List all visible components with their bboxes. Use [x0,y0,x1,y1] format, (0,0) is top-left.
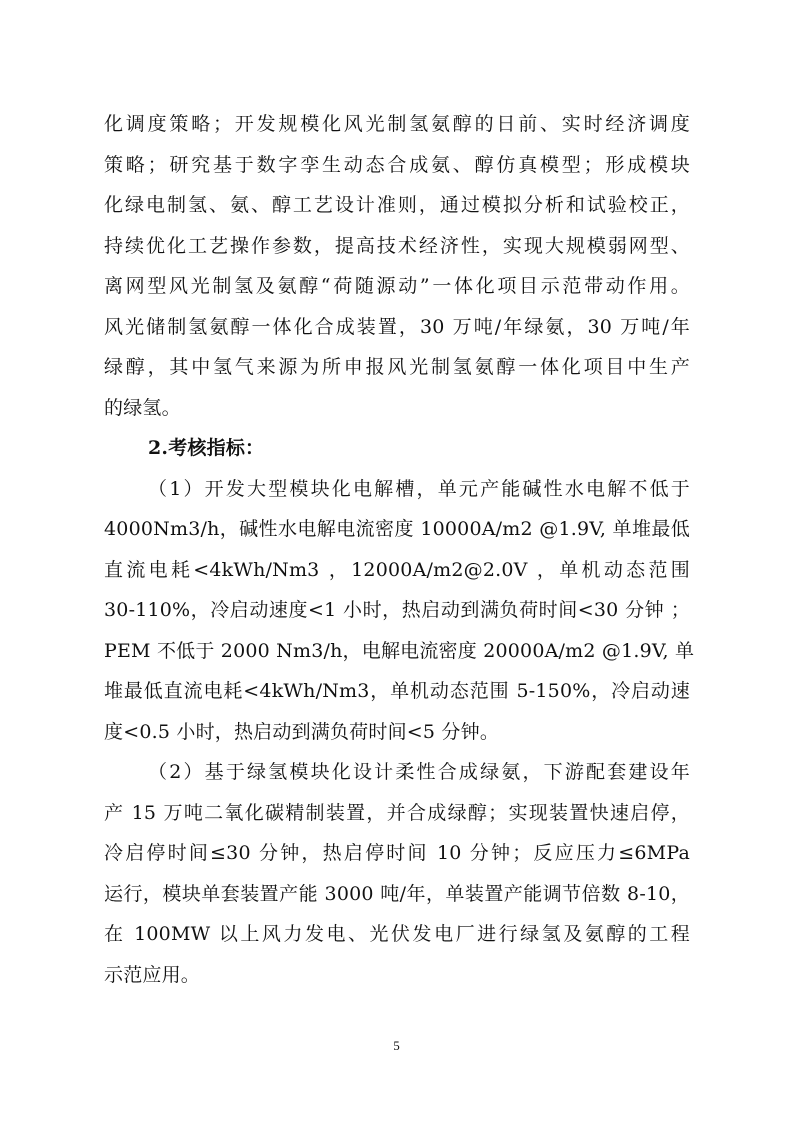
section-heading: 2.考核指标： [148,437,265,459]
paragraph-strategy [104,104,690,428]
text-line: 冷启停时间≤30 分钟，热启停时间 10 分钟；反应压力≤6MPa [104,842,690,864]
page-number: 5 [393,1038,400,1053]
text-line: 度<0.5 小时，热启动到满负荷时间<5 分钟。 [104,720,500,743]
text-line: 30-110%，冷启动速度<1 小时，热启动到满负荷时间<30 分钟 ； [104,599,690,621]
page-content [104,104,695,995]
paragraph-indicator-2 [104,752,690,995]
text-line: 示范应用。 [104,963,201,986]
text-line: 化调度策略；开发规模化风光制氢氨醇的日前、实时经济调度 [104,113,690,135]
paragraph-indicator-1 [104,469,695,753]
text-line: PEM 不低于 2000 Nm3/h，电解电流密度 20000A/m2 @1.9V, 单 [104,639,695,662]
text-line: 运行，模块单套装置产能 3000 吨/年，单装置产能调节倍数 8-10， [104,882,690,905]
text-line: 在 100MW 以上风力发电、光伏发电厂进行绿氢及氨醇的工程 [104,923,690,945]
text-line: 风光储制氢氨醇一体化合成装置，30 万吨/年绿氨，30 万吨/年 [104,315,690,338]
text-line: 堆最低直流电耗<4kWh/Nm3，单机动态范围 5-150%，冷启动速 [104,680,690,702]
text-line: 的绿氢。 [104,396,181,419]
text-line: 4000Nm3/h，碱性水电解电流密度 10000A/m2 @1.9V, 单堆最低 [104,518,690,540]
text-line: 产 15 万吨二氧化碳精制装置，并合成绿醇；实现装置快速启停， [104,801,690,824]
text-line: 化绿电制氢、氨、醇工艺设计准则，通过模拟分析和试验校正， [104,194,690,216]
text-line: 策略；研究基于数字孪生动态合成氨、醇仿真模型；形成模块 [104,153,690,176]
text-line: （1）开发大型模块化电解槽，单元产能碱性水电解不低于 [148,477,690,500]
text-line: （2）基于绿氢模块化设计柔性合成绿氨，下游配套建设年 [148,761,690,783]
text-line: 持续优化工艺操作参数，提高技术经济性，实现大规模弱网型、 [104,234,690,257]
text-line: 绿醇，其中氢气来源为所申报风光制氢氨醇一体化项目中生产 [104,356,690,378]
text-line: 直流电耗<4kWh/Nm3 ，12000A/m2@2.0V ，单机动态范围 [104,558,690,581]
section-heading-assessment [104,428,690,469]
text-line: 离网型风光制氢及氨醇“荷随源动”一体化项目示范带动作用。 [104,275,690,297]
